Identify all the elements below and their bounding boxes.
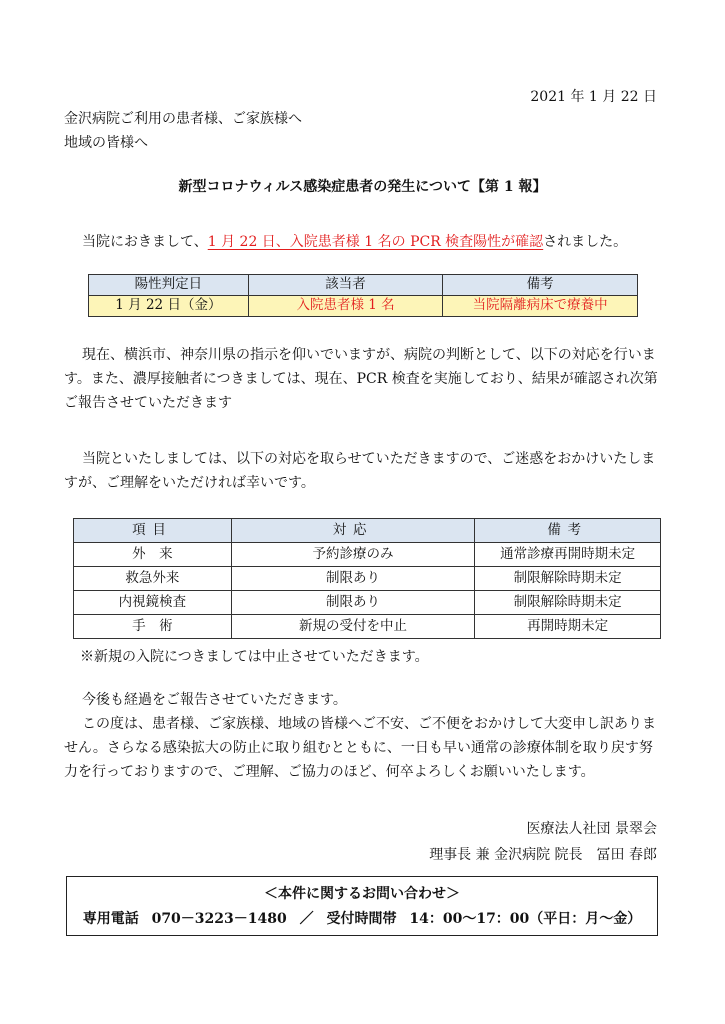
hours-label: 受付時間帯 — [326, 911, 397, 927]
document-date: 2021 年 1 月 22 日 — [530, 89, 657, 105]
table-cell: 当院隔離病床で療養中 — [443, 296, 638, 317]
table-cell: 再開時期未定 — [475, 615, 661, 639]
table-row — [74, 567, 661, 591]
paragraph-followup: 今後も経過をご報告させていただきます。 — [82, 692, 347, 708]
table-cell: 制限あり — [231, 591, 475, 615]
table-cell: 入院患者様 1 名 — [248, 296, 443, 317]
lead-sentence — [82, 235, 627, 249]
table-row — [74, 543, 661, 567]
addressee-community: 地域の皆様へ — [64, 135, 148, 151]
response-table — [73, 518, 661, 639]
table-cell: 救急外来 — [74, 567, 232, 591]
addressee-patients: 金沢病院ご利用の患者様、ご家族様へ — [64, 111, 302, 127]
phone-number: 070－3223－1480 — [151, 911, 287, 927]
table-row — [74, 615, 661, 639]
table-cell: 外来 — [74, 543, 232, 567]
header-cell: 該当者 — [248, 275, 443, 296]
document-title: 新型コロナウィルス感染症患者の発生について【第 1 報】 — [178, 179, 547, 195]
table-cell: 通常診療再開時期未定 — [475, 543, 661, 567]
table-cell: 制限解除時期未定 — [475, 591, 661, 615]
table-cell: 制限あり — [231, 567, 475, 591]
contact-box — [66, 876, 658, 936]
paragraph-apology-intro: 当院といたしましては、以下の対応を取らせていただきますので、ご迷惑をおかけいたしますが、ご理解をいただければ幸いです。 — [64, 451, 656, 491]
header-cell: 備考 — [475, 519, 661, 543]
lead-highlight: 1 月 22 日、入院患者様 1 名の PCR 検査陽性が確認 — [207, 234, 544, 250]
table-cell: 手術 — [74, 615, 232, 639]
paragraph-current-status: 現在、横浜市、神奈川県の指示を仰いでいますが、病院の判断として、以下の対応を行います。また、濃厚接触者につきましては、現在、PCR 検査を実施しており、結果が確認され次第ご報告させていただきます — [64, 347, 658, 411]
table-row — [74, 591, 661, 615]
table-cell: 1 月 22 日（金） — [89, 296, 249, 317]
contact-separator: ／ — [299, 911, 314, 927]
lead-prefix: 当院におきまして、 — [82, 234, 208, 250]
contact-title: ＜本件に関するお問い合わせ＞ — [264, 886, 460, 902]
header-cell: 対応 — [231, 519, 475, 543]
contact-line — [67, 912, 657, 926]
response-table-header — [74, 519, 661, 543]
signature-organization: 医療法人社団 景翠会 — [526, 821, 657, 837]
phone-label: 専用電話 — [82, 911, 139, 927]
header-cell: 項目 — [74, 519, 232, 543]
header-cell: 備考 — [443, 275, 638, 296]
admission-note: ※新規の入院につきましては中止させていただきます。 — [80, 649, 429, 665]
case-table-header — [89, 275, 638, 296]
hours-value: 14：00～17：00（平日：月～金） — [409, 911, 642, 927]
case-table — [88, 274, 638, 317]
paragraph-apology: この度は、患者様、ご家族様、地域の皆様へご不安、ご不便をおかけして大変申し訳ありません。さらなる感染拡大の防止に取り組むとともに、一日も早い通常の診療体制を取り戻す努力を行っておりますので、ご理解、ご協力のほど、何卒よろしくお願いいたします。 — [64, 716, 656, 780]
case-table-row — [89, 296, 638, 317]
table-cell: 予約診療のみ — [231, 543, 475, 567]
table-cell: 内視鏡検査 — [74, 591, 232, 615]
signature-person: 理事長 兼 金沢病院 院長 冨田 春郎 — [429, 847, 657, 863]
header-cell: 陽性判定日 — [89, 275, 249, 296]
lead-suffix: されました。 — [543, 234, 628, 250]
table-cell: 制限解除時期未定 — [475, 567, 661, 591]
table-cell: 新規の受付を中止 — [231, 615, 475, 639]
